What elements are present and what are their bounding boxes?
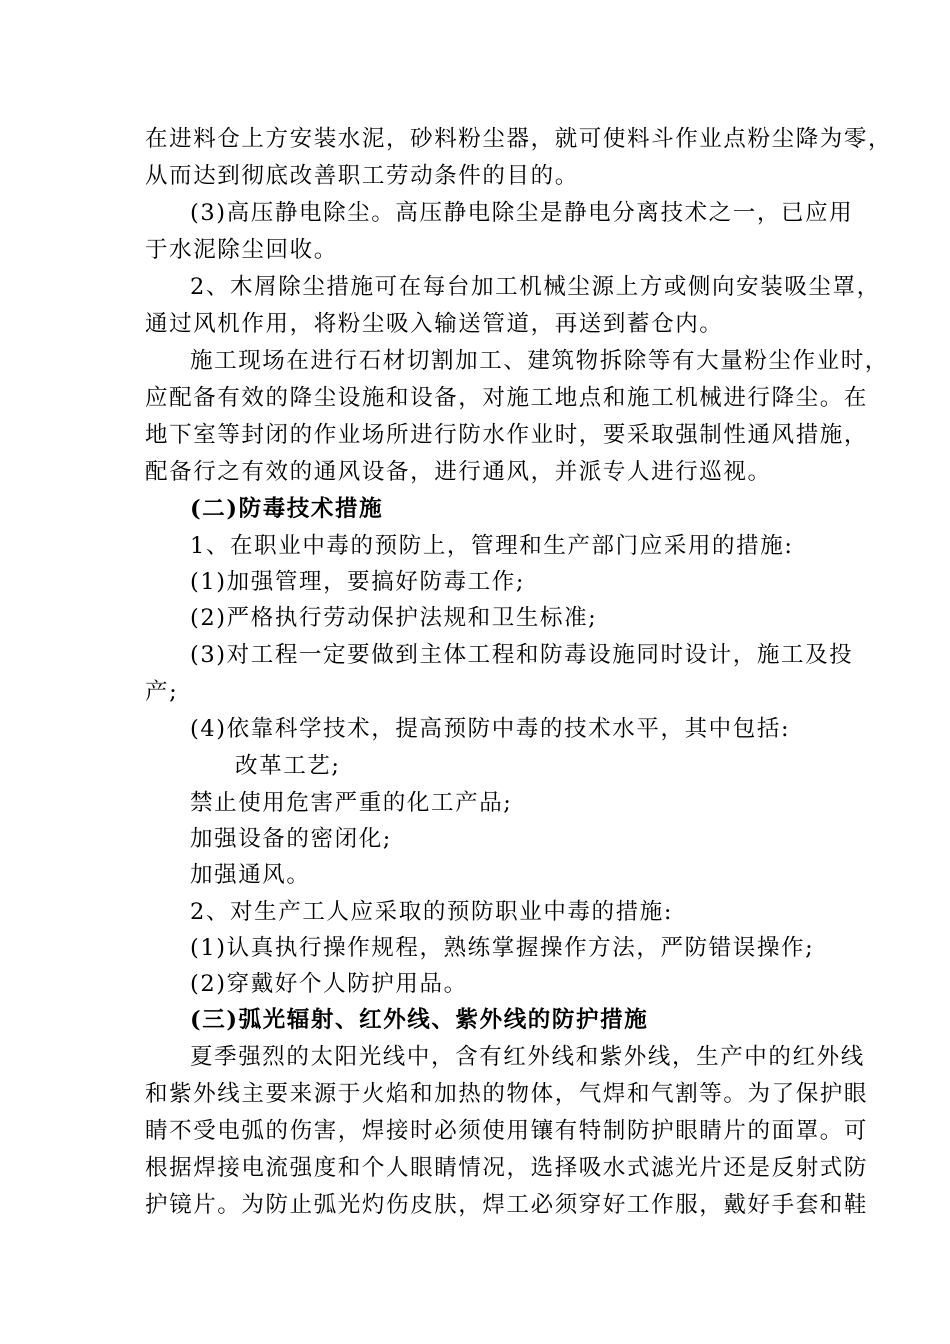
body-text-line: 睛不受电弧的伤害，焊接时必须使用镶有特制防护眼睛片的面罩。可 <box>145 1118 869 1144</box>
list-item: (3)对工程一定要做到主体工程和防毒设施同时设计，施工及投 <box>190 642 854 668</box>
body-text-line: 从而达到彻底改善职工劳动条件的目的。 <box>145 163 579 189</box>
body-text-line: 于水泥除尘回收。 <box>145 237 338 263</box>
list-item: 加强设备的密闭化; <box>190 826 392 852</box>
list-item: (4)依靠科学技术，提高预防中毒的技术水平，其中包括: <box>190 716 791 742</box>
body-text-line: 通过风机作用，将粉尘吸入输送管道，再送到蓄仓内。 <box>145 311 724 337</box>
section-heading: (二)防毒技术措施 <box>190 496 384 522</box>
list-item: (2)严格执行劳动保护法规和卫生标准; <box>190 605 598 631</box>
section-heading: (三)弧光辐射、红外线、紫外线的防护措施 <box>190 1007 649 1033</box>
body-text-line: 护镜片。为防止弧光灼伤皮肤，焊工必须穿好工作服，戴好手套和鞋 <box>145 1192 869 1218</box>
list-item: 加强通风。 <box>190 862 311 888</box>
body-text-line: 产; <box>145 679 179 705</box>
list-item: (1)认真执行操作规程，熟练掌握操作方法，严防错误操作; <box>190 935 815 961</box>
body-text-line: 2、木屑除尘措施可在每台加工机械尘源上方或侧向安装吸尘罩， <box>190 274 881 300</box>
list-item: (2)穿戴好个人防护用品。 <box>190 971 468 997</box>
list-item: 禁止使用危害严重的化工产品; <box>190 790 513 816</box>
body-text-line: 应配备有效的降尘设施和设备，对施工地点和施工机械进行降尘。在 <box>145 385 869 411</box>
body-text-line: 地下室等封闭的作业场所进行防水作业时，要采取强制性通风措施， <box>145 422 869 448</box>
body-text-line: (3)高压静电除尘。高压静电除尘是静电分离技术之一，已应用 <box>190 200 854 226</box>
body-text-line: 1、在职业中毒的预防上，管理和生产部门应采用的措施: <box>190 533 794 559</box>
body-text-line: 在进料仓上方安装水泥，砂料粉尘器，就可使料斗作业点粉尘降为零， <box>145 126 893 152</box>
body-text-line: 和紫外线主要来源于火焰和加热的物体，气焊和气割等。为了保护眼 <box>145 1081 869 1107</box>
body-text-line: 夏季强烈的太阳光线中，含有红外线和紫外线，生产中的红外线 <box>190 1044 865 1070</box>
body-text-line: 施工现场在进行石材切割加工、建筑物拆除等有大量粉尘作业时， <box>190 348 889 374</box>
body-text-line: 根据焊接电流强度和个人眼睛情况，选择吸水式滤光片还是反射式防 <box>145 1155 869 1181</box>
list-item: 改革工艺; <box>235 753 341 779</box>
list-item: (1)加强管理，要搞好防毒工作; <box>190 569 526 595</box>
body-text-line: 配备行之有效的通风设备，进行通风，并派专人进行巡视。 <box>145 459 772 485</box>
body-text-line: 2、对生产工人应采取的预防职业中毒的措施: <box>190 899 673 925</box>
